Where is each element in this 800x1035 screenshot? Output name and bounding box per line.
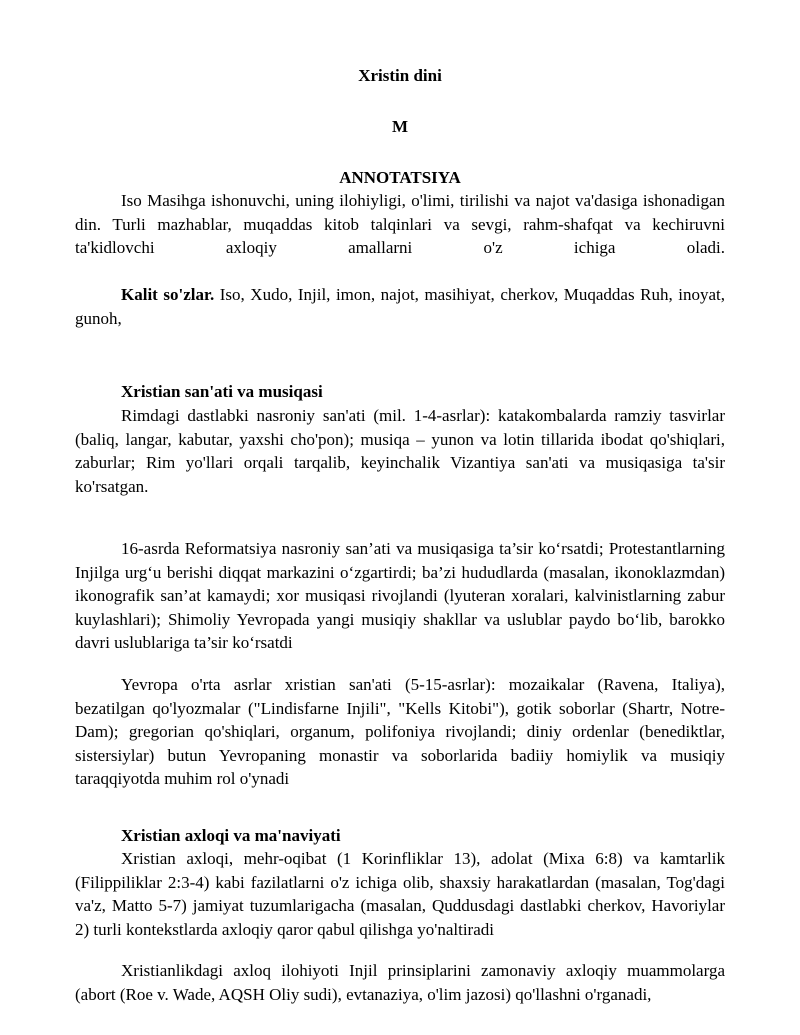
section-art-paragraph-1: Rimdagi dastlabki nasroniy san'ati (mil. 1-4-asrlar): katakombalarda ramziy tasvirlar (baliq, langar, kabutar, yaxshi cho'pon); musiqa – yunon va lotin tillarida ibodat qo'shiqlari, zaburlar; Rim yo'llari orqali tarqalib, keyinchalik Vizantiya san'ati va musiqasiga ta'sir ko'rsatgan. (75, 406, 725, 496)
section-ethics-heading: Xristian axloqi va ma'naviyati (121, 826, 341, 845)
document-title: Xristin dini (358, 66, 442, 85)
keywords-paragraph (75, 283, 725, 330)
annotation-text: Iso Masihga ishonuvchi, uning ilohiyligi, o'limi, tirilishi va najot va'dasiga ishonadigan din. Turli mazhablar, muqaddas kitob talqinlari va sevgi, rahm-shafqat va kechiruvni ta'kidlovchi axloqiy amallarni o'z ichiga oladi. (75, 191, 725, 258)
keywords-text: Iso, Xudo, Injil, imon, najot, masihiyat, cherkov, Muqaddas Ruh, inoyat, gunoh, (75, 285, 725, 328)
section-art-paragraph-3: Yevropa o'rta asrlar xristian san'ati (5-15-asrlar): mozaikalar (Ravena, Italiya), bezatilgan qo'lyozmalar ("Lindisfarne Injili", "Kells Kitobi"), gotik soborlar (Shartr, Notre-Dam); gregorian qo'shiqlari, organum, polifoniya rivojlandi; diniy ordenlar (benediktlar, sistersiylar) butun Yevropaning monastir va soborlarida badiiy homiylik va musiqiy taraqqiyotda muhim rol o'ynadi (75, 675, 725, 789)
section-art-paragraph-2: 16-asrda Reformatsiya nasroniy san’ati va musiqasiga ta’sir ko‘rsatdi; Protestantlarning Injilga urg‘u berishi diqqat markazini o‘zgartirdi; ba’zi hududlarda (masalan, ikonoklazmdan) ikonografik san’at kamaydi; xor musiqasi rivojlandi (lyuteran xoralari, kalvinistlarning zabur kuylashlari); Shimoliy Yevropada yangi musiqiy shakllar va uslublar paydo bo‘lib, barokko davri uslublariga ta’sir ko‘rsatdi (75, 539, 725, 653)
document-page (75, 0, 725, 1035)
section-art-heading: Xristian san'ati va musiqasi (121, 382, 323, 401)
author-initial: M (391, 117, 409, 136)
section-ethics-paragraph-2: Xristianlikdagi axloq ilohiyoti Injil prinsiplarini zamonaviy axloqiy muammolarga (abort (Roe v. Wade, AQSH Oliy sudi), evtanaziya, o'lim jazosi) qo'llashni o'rganadi, (75, 961, 725, 1004)
section-ethics-paragraph-1: Xristian axloqi, mehr-oqibat (1 Korinfliklar 13), adolat (Mixa 6:8) va kamtarlik (Filippiliklar 2:3-4) kabi fazilatlarni o'z ichiga olib, shaxsiy harakatlardan (masalan, Tog'dagi va'z, Matto 5-7) jamiyat tuzumlarigacha (masalan, Quddusdagi dastlabki cherkov, Havoriylar 2) turli kontekstlarda axloqiy qaror qabul qilishga yo'naltiradi (75, 849, 725, 939)
keywords-label: Kalit so'zlar. (121, 285, 215, 304)
annotation-heading: ANNOTATSIYA (339, 168, 461, 187)
